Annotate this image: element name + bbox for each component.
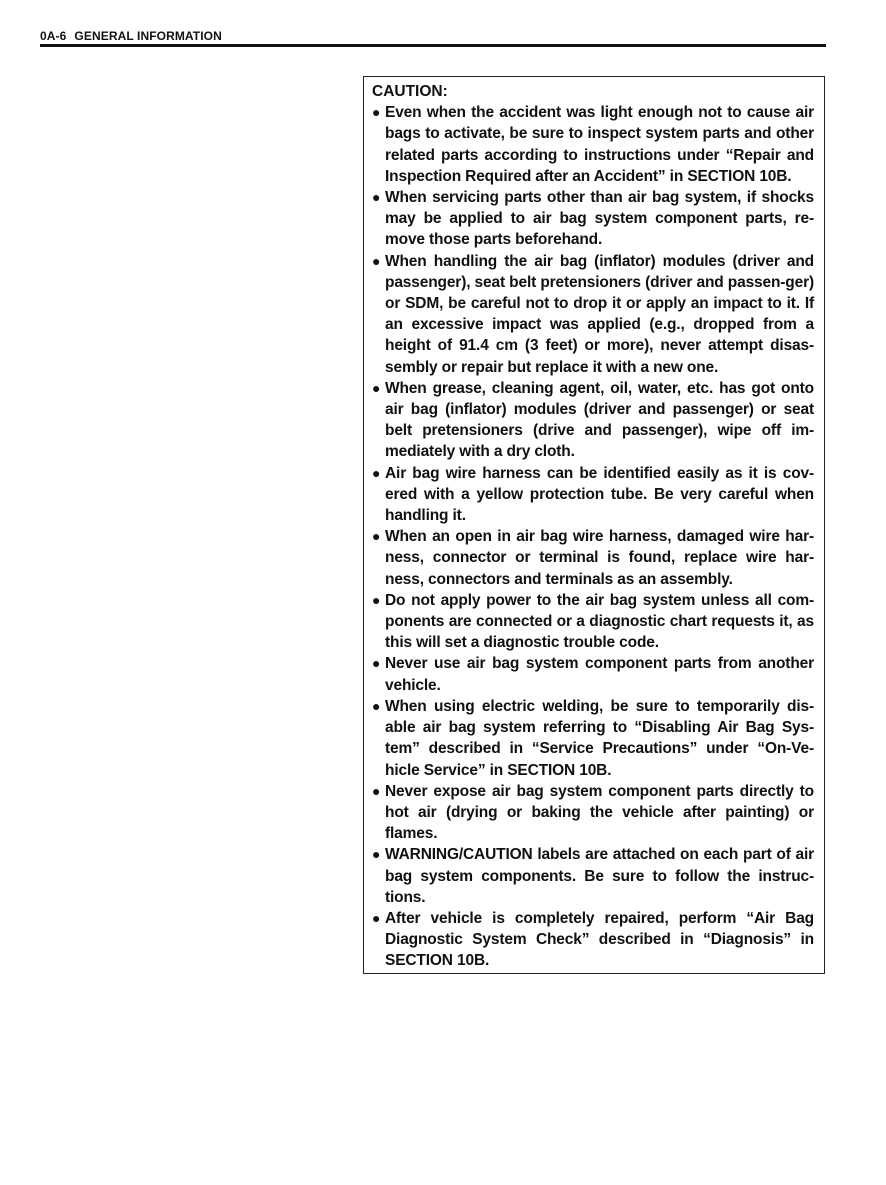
caution-list [371,102,814,971]
bullet-icon: ● [372,464,381,481]
caution-item-text: After vehicle is completely repaired, perform “Air Bag Diagnostic System Check” described in “Diagnosis” in SECTION 10B. [385,909,814,970]
caution-title: CAUTION: [372,83,448,100]
caution-item-text: Even when the accident was light enough not to cause air bags to activate, be sure to inspect system parts and other related parts according to instructions under “Repair and Inspection Required after an Accident” in SECTION 10B. [385,104,814,185]
caution-item-text: When grease, cleaning agent, oil, water, etc. has got onto air bag (inflator) modules (driver and passenger) or seat belt pretensioners (drive and passenger), wipe off im-mediately with a dry cloth. [385,379,814,461]
caution-item-9 [371,696,814,781]
caution-item-12 [371,908,814,972]
page-number: 0A-6 [40,29,67,43]
caution-item-4 [371,378,814,463]
caution-item-text: When servicing parts other than air bag system, if shocks may be applied to air bag system component parts, re-move those parts beforehand. [385,189,814,249]
bullet-icon: ● [372,104,381,121]
bullet-icon: ● [372,252,381,269]
caution-item-text: Never use air bag system component parts from another vehicle. [385,655,814,694]
section-title: GENERAL INFORMATION [74,29,222,43]
bullet-icon: ● [372,909,381,926]
bullet-icon: ● [372,846,381,863]
caution-item-6 [371,526,814,590]
bullet-icon: ● [372,655,381,672]
caution-item-text: WARNING/CAUTION labels are attached on each part of air bag system components. Be sure to follow the instruc-tions. [385,846,814,906]
caution-item-7 [371,590,814,654]
header-text [40,29,222,43]
caution-item-1 [371,102,814,187]
caution-item-text: When an open in air bag wire harness, damaged wire har-ness, connector or terminal is found, replace wire har-ness, connectors and terminals as an assembly. [385,528,814,588]
bullet-icon: ● [372,782,381,799]
bullet-icon: ● [372,189,381,206]
caution-item-text: When handling the air bag (inflator) modules (driver and passenger), seat belt pretensioners (driver and passen-ger) or SDM, be careful not to drop it or apply an impact to it. If an excessive impact was applied (e.g., dropped from a height of 91.4 cm (3 feet) or more), never attempt disas-sembly or repair but replace it with a new one. [385,252,814,376]
caution-item-text: Never expose air bag system component parts directly to hot air (drying or baking the vehicle after painting) or flames. [385,782,814,843]
caution-item-2 [371,187,814,251]
caution-item-3 [371,251,814,378]
bullet-icon: ● [372,591,381,608]
caution-item-text: When using electric welding, be sure to temporarily dis-able air bag system referring to “Disabling Air Bag Sys-tem” described in “Service Precautions” under “On-Ve-hicle Service” in SECTION 10B. [385,697,814,779]
bullet-icon: ● [372,697,381,714]
caution-item-10 [371,781,814,845]
caution-item-5 [371,463,814,527]
caution-item-text: Air bag wire harness can be identified easily as it is cov-ered with a yellow protection tube. Be very careful when handling it. [385,464,814,525]
caution-item-11 [371,844,814,908]
caution-box [363,76,825,974]
page-header [40,28,826,47]
caution-item-text: Do not apply power to the air bag system unless all com-ponents are connected or a diagnostic chart requests it, as this will set a diagnostic trouble code. [385,591,814,652]
caution-item-8 [371,653,814,695]
bullet-icon: ● [372,528,381,545]
bullet-icon: ● [372,379,381,396]
